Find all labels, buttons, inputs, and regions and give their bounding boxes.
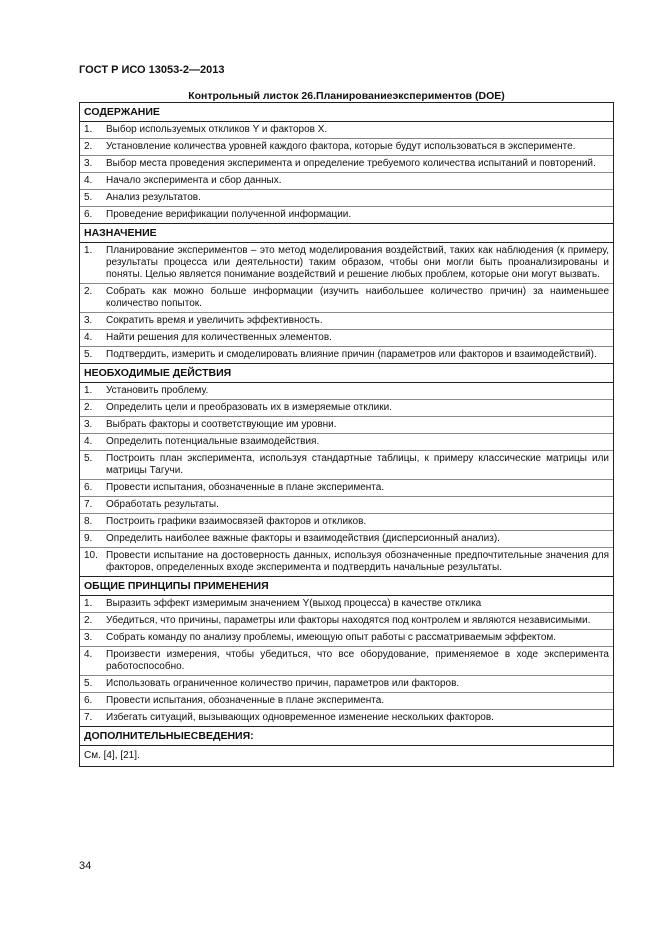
list-item	[80, 190, 613, 207]
item-text: Проведение верификации полученной информации.	[106, 209, 352, 220]
item-text: Построить план эксперимента, используя стандартные таблицы, к примеру классические матрицы или матрицы Тагучи.	[106, 453, 609, 476]
checklist-caption: Контрольный листок 26.Планированиеэкспериментов (DOE)	[188, 90, 505, 102]
item-number: 10.	[84, 550, 98, 561]
section-additional	[80, 726, 613, 766]
item-text: Провести испытания, обозначенные в плане эксперимента.	[106, 482, 385, 493]
list-item	[80, 417, 613, 434]
item-number: 7.	[84, 499, 93, 510]
list-item	[80, 514, 613, 531]
document-header: ГОСТ Р ИСО 13053-2—2013	[79, 64, 225, 76]
list-item	[80, 596, 613, 613]
item-number: 5.	[84, 349, 93, 360]
item-number: 5.	[84, 192, 93, 203]
item-text: Планирование экспериментов – это метод моделирования воздействий, таких как наблюдения (к примеру, результаты процесса или деятельности) таким образом, чтобы они могли быть проанализированы и поняты. Целью является понимание воздействий и решение любых проблем, которые они могут вызвать.	[106, 245, 609, 280]
item-number: 1.	[84, 385, 93, 396]
item-number: 9.	[84, 533, 93, 544]
section-title: НАЗНАЧЕНИЕ	[80, 224, 613, 243]
item-number: 7.	[84, 712, 93, 723]
item-text: Определить потенциальные взаимодействия.	[106, 436, 320, 447]
item-number: 6.	[84, 209, 93, 220]
item-text: Выбрать факторы и соответствующие им уровни.	[106, 419, 337, 430]
section-2	[80, 363, 613, 576]
section-title: ОБЩИЕ ПРИНЦИПЫ ПРИМЕНЕНИЯ	[80, 577, 613, 596]
item-text: Обработать результаты.	[106, 499, 219, 510]
item-text: Провести испытание на достоверность данных, используя обозначенные предпочтительные значения для факторов, определенных входе эксперимента и подтвердить начальные результаты.	[106, 550, 609, 573]
item-number: 5.	[84, 453, 93, 464]
item-text: Использовать ограниченное количество причин, параметров или факторов.	[106, 678, 460, 689]
item-number: 1.	[84, 124, 93, 135]
item-text: Определить цели и преобразовать их в измеряемые отклики.	[106, 402, 393, 413]
list-item	[80, 347, 613, 363]
list-item	[80, 647, 613, 676]
list-item	[80, 434, 613, 451]
item-number: 3.	[84, 158, 93, 169]
item-number: 2.	[84, 141, 93, 152]
item-text: Подтвердить, измерить и смоделировать влияние причин (параметров или факторов и взаимодействий).	[106, 349, 597, 360]
item-text: Произвести измерения, чтобы убедиться, что все оборудование, применяемое в ходе эксперимента работоспособно.	[106, 649, 609, 672]
item-number: 8.	[84, 516, 93, 527]
item-number: 2.	[84, 286, 93, 297]
item-number: 5.	[84, 678, 93, 689]
item-number: 3.	[84, 419, 93, 430]
item-text: Собрать команду по анализу проблемы, имеющую опыт работы с рассматриваемым эффектом.	[106, 632, 557, 643]
list-item	[80, 630, 613, 647]
item-text: Выбор используемых откликов Y и факторов X.	[106, 124, 328, 135]
list-item	[80, 531, 613, 548]
checklist-sections	[80, 103, 613, 726]
item-text: Выразить эффект измеримым значением Y(выход процесса) в качестве отклика	[106, 598, 482, 609]
item-number: 4.	[84, 332, 93, 343]
item-text: Построить графики взаимосвязей факторов и откликов.	[106, 516, 367, 527]
list-item	[80, 548, 613, 576]
page-number: 34	[79, 860, 92, 872]
list-item	[80, 480, 613, 497]
item-number: 6.	[84, 695, 93, 706]
item-text: Определить наиболее важные факторы и взаимодействия (дисперсионный анализ).	[106, 533, 500, 544]
item-text: Убедиться, что причины, параметры или факторы находятся под контролем и являются независимыми.	[106, 615, 591, 626]
list-item	[80, 156, 613, 173]
item-text: Установление количества уровней каждого фактора, которые будут использоваться в эксперименте.	[106, 141, 576, 152]
list-item	[80, 613, 613, 630]
item-number: 4.	[84, 175, 93, 186]
list-item	[80, 313, 613, 330]
list-item	[80, 710, 613, 726]
item-number: 4.	[84, 436, 93, 447]
item-text: Установить проблему.	[106, 385, 209, 396]
item-text: Выбор места проведения эксперимента и определение требуемого количества испытаний и повторений.	[106, 158, 596, 169]
list-item	[80, 122, 613, 139]
list-item	[80, 173, 613, 190]
section-0	[80, 103, 613, 223]
item-number: 3.	[84, 315, 93, 326]
item-number: 4.	[84, 649, 93, 660]
list-item	[80, 139, 613, 156]
list-item	[80, 284, 613, 313]
item-number: 1.	[84, 598, 93, 609]
item-text: Собрать как можно больше информации (изучить наибольшее количество причин) за наименьшее количество попыток.	[106, 286, 609, 309]
item-text: Анализ результатов.	[106, 192, 201, 203]
section-title: НЕОБХОДИМЫЕ ДЕЙСТВИЯ	[80, 364, 613, 383]
item-number: 1.	[84, 245, 93, 256]
section-title: ДОПОЛНИТЕЛЬНЫЕСВЕДЕНИЯ:	[80, 727, 613, 746]
item-text: Избегать ситуаций, вызывающих одновременное изменение нескольких факторов.	[106, 712, 494, 723]
item-text: Найти решения для количественных элементов.	[106, 332, 332, 343]
list-item	[80, 676, 613, 693]
item-number: 2.	[84, 402, 93, 413]
item-number: 3.	[84, 632, 93, 643]
item-number: 6.	[84, 482, 93, 493]
section-1	[80, 223, 613, 363]
list-item	[80, 207, 613, 223]
list-item	[80, 383, 613, 400]
item-text: Провести испытания, обозначенные в плане эксперимента.	[106, 695, 385, 706]
checklist-table	[79, 102, 614, 767]
additional-text: См. [4], [21].	[84, 750, 140, 761]
list-item	[80, 451, 613, 480]
list-item	[80, 243, 613, 284]
list-item	[80, 497, 613, 514]
section-3	[80, 576, 613, 726]
item-number: 2.	[84, 615, 93, 626]
list-item	[80, 400, 613, 417]
list-item	[80, 330, 613, 347]
item-text: Сократить время и увеличить эффективность.	[106, 315, 323, 326]
section-title: СОДЕРЖАНИЕ	[80, 103, 613, 122]
list-item	[80, 693, 613, 710]
item-text: Начало эксперимента и сбор данных.	[106, 175, 282, 186]
